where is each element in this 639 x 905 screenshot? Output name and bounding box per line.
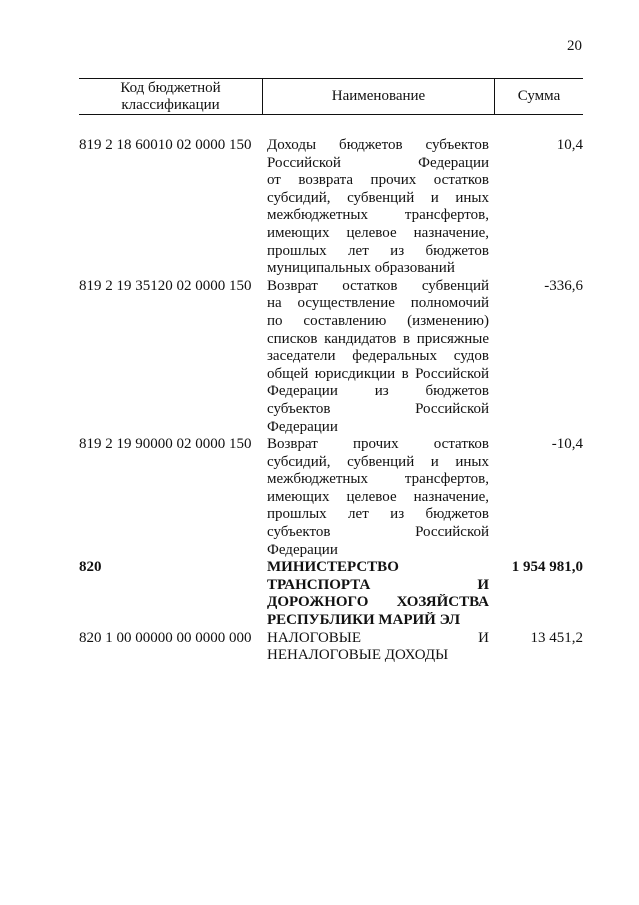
row-name-line: Возврат прочих остатков [267, 436, 489, 453]
row-name-line: межбюджетных трансфертов, [267, 207, 489, 224]
row-name [267, 278, 489, 436]
row-name-line: муниципальных образований [267, 260, 455, 277]
row-name [267, 137, 489, 278]
row-name-line: имеющих целевое назначение, [267, 488, 489, 505]
table-body [79, 137, 583, 665]
row-name-line: субсидий, субвенций и иных [267, 189, 489, 206]
header-code-column: Код бюджетной классификации [120, 79, 221, 113]
row-name-line: Федерации [267, 418, 338, 435]
row-name-line: общей юрисдикции в Российской [267, 365, 489, 382]
row-code: 820 [79, 559, 102, 576]
row-sum: 1 954 981,0 [511, 559, 583, 576]
row-sum: -336,6 [544, 277, 583, 294]
row-sum: -10,4 [551, 436, 583, 453]
table-row [79, 137, 583, 278]
row-name-line: МИНИСТЕРСТВО [267, 559, 399, 576]
table-row [79, 278, 583, 436]
header-name-column: Наименование [262, 79, 494, 114]
row-sum: 13 451,2 [530, 629, 583, 646]
row-name-line: заседатели федеральных судов [267, 348, 489, 365]
row-name-line: списков кандидатов в присяжные [267, 330, 489, 347]
row-name-line: межбюджетных трансфертов, [267, 471, 489, 488]
table-row [79, 436, 583, 559]
row-sum: 10,4 [556, 137, 583, 153]
header-sum-column: Сумма [494, 79, 583, 114]
row-name-line: субъектов Российской [267, 524, 489, 541]
row-name-line: Федерации [267, 541, 338, 558]
row-name-line: имеющих целевое назначение, [267, 224, 489, 241]
row-name-line: Доходы бюджетов субъектов [267, 137, 489, 153]
row-name-line: НЕНАЛОГОВЫЕ ДОХОДЫ [267, 647, 449, 664]
table-header [79, 78, 583, 115]
row-code: 820 1 00 00000 00 0000 000 [79, 629, 252, 646]
row-name-line: Российской Федерации [267, 154, 489, 171]
row-name-line: прошлых лет из бюджетов [267, 242, 489, 259]
row-name-line: от возврата прочих остатков [267, 172, 489, 189]
row-name-line: на осуществление полномочий [267, 295, 489, 312]
row-name-line: прошлых лет из бюджетов [267, 506, 489, 523]
page-number: 20 [567, 38, 582, 54]
row-name-line: Возврат остатков субвенций [267, 277, 489, 294]
row-name-line: по составлению (изменению) [267, 312, 489, 329]
table-row [79, 559, 583, 629]
table-row [79, 630, 583, 665]
row-name-line: ТРАНСПОРТА И [267, 576, 489, 593]
row-name-line: Федерации из бюджетов [267, 383, 489, 400]
row-name [267, 630, 489, 665]
row-name-line: субсидий, субвенций и иных [267, 453, 489, 470]
row-name-line: субъектов Российской [267, 400, 489, 417]
row-code: 819 2 19 35120 02 0000 150 [79, 277, 252, 294]
row-name-line: РЕСПУБЛИКИ МАРИЙ ЭЛ [267, 612, 461, 629]
row-code: 819 2 19 90000 02 0000 150 [79, 436, 252, 453]
row-name [267, 559, 489, 629]
row-name-line: ДОРОЖНОГО ХОЗЯЙСТВА [267, 594, 489, 611]
row-name-line: НАЛОГОВЫЕ И [267, 629, 489, 646]
row-code: 819 2 18 60010 02 0000 150 [79, 137, 252, 153]
row-name [267, 436, 489, 559]
